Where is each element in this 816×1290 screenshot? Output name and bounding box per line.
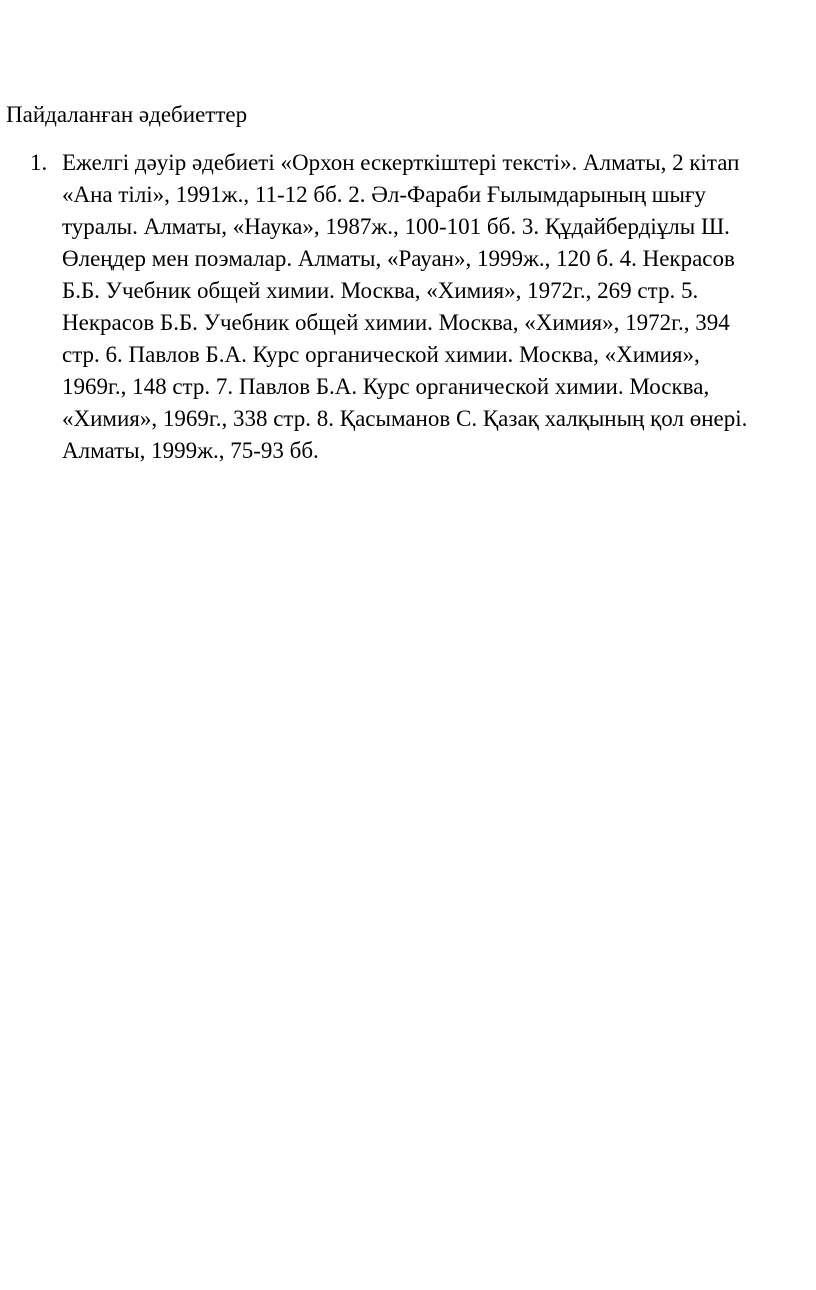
section-heading: Пайдаланған әдебиеттер (6, 102, 248, 127)
reference-text (62, 147, 807, 467)
reference-line: «Ана тілі», 1991ж., 11-12 бб. 2. Әл-Фараби Ғылымдарының шығу (62, 182, 706, 207)
reference-line: 1969г., 148 стр. 7. Павлов Б.А. Курс органической химии. Москва, (62, 374, 710, 399)
reference-line: Ежелгі дәуір әдебиеті «Орхон ескерткіштері тексті». Алматы, 2 кітап (62, 150, 740, 175)
reference-line: туралы. Алматы, «Наука», 1987ж., 100-101 бб. 3. Құдайбердіұлы Ш. (62, 214, 730, 239)
reference-line: Некрасов Б.Б. Учебник общей химии. Москва, «Химия», 1972г., 394 (62, 310, 730, 335)
reference-line: «Химия», 1969г., 338 стр. 8. Қасыманов С. Қазақ халқының қол өнері. (62, 406, 748, 431)
reference-line: Өлеңдер мен поэмалар. Алматы, «Рауан», 1999ж., 120 б. 4. Некрасов (62, 246, 735, 271)
list-item (0, 147, 807, 467)
reference-line: стр. 6. Павлов Б.А. Курс органической химии. Москва, «Химия», (62, 342, 700, 367)
reference-line: Алматы, 1999ж., 75-93 бб. (62, 438, 319, 463)
reference-list (0, 147, 816, 467)
reference-number: 1. (30, 150, 48, 175)
reference-line: Б.Б. Учебник общей химии. Москва, «Химия», 1972г., 269 стр. 5. (62, 278, 699, 303)
